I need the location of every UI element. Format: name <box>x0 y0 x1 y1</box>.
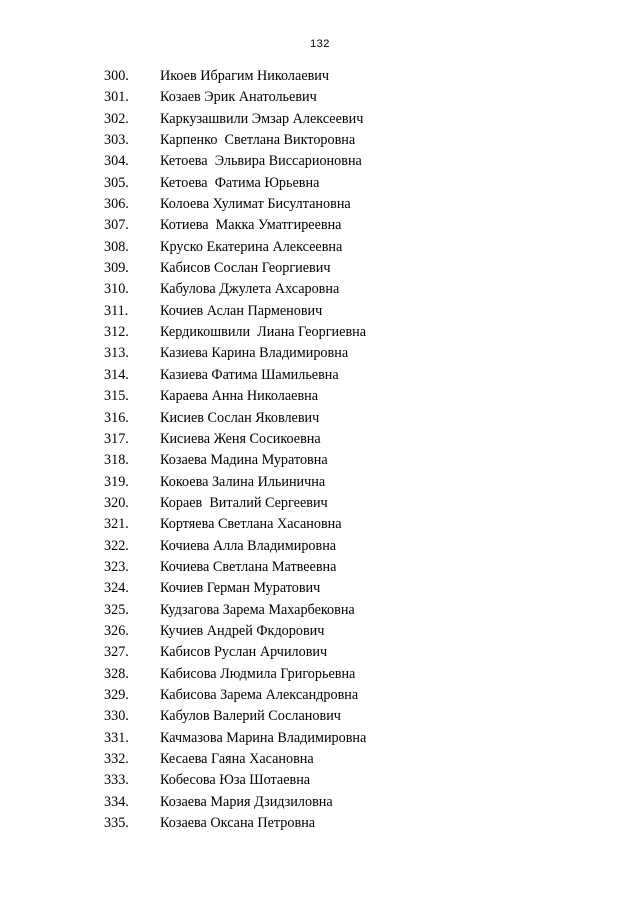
entry-name: Кочиева Алла Владимировна <box>160 537 337 554</box>
list-item <box>0 706 640 727</box>
list-item <box>0 472 640 493</box>
entry-number: 328. <box>104 665 129 682</box>
entry-number: 306. <box>104 196 129 213</box>
entry-name: Кердикошвили Лиана Георгиевна <box>160 324 367 341</box>
list-item <box>0 87 640 108</box>
entry-name: Кочиева Светлана Матвеевна <box>160 558 337 575</box>
list-item <box>0 728 640 749</box>
entry-name: Кесаева Гаяна Хасановна <box>160 751 314 767</box>
list-item <box>0 642 640 663</box>
entry-name: Котиева Макка Уматгиреевна <box>160 217 342 234</box>
entry-number: 312. <box>104 324 129 341</box>
entry-number: 321. <box>104 516 129 533</box>
entry-number: 334. <box>104 793 129 810</box>
entry-name: Каркузашвили Эмзар Алексеевич <box>160 110 364 127</box>
list-item <box>0 770 640 791</box>
list-item <box>0 194 640 215</box>
entry-name: Кабисов Руслан Арчилович <box>160 644 328 661</box>
entry-name: Икоев Ибрагим Николаевич <box>160 68 330 84</box>
list-item <box>0 514 640 535</box>
entry-number: 303. <box>104 132 129 149</box>
list-item <box>0 664 640 685</box>
entry-name: Козаева Оксана Петровна <box>160 815 316 832</box>
list-item <box>0 578 640 599</box>
entry-number: 335. <box>104 815 129 832</box>
entry-name: Кобесова Юза Шотаевна <box>160 772 311 789</box>
entry-name: Кетоева Фатима Юрьевна <box>160 174 320 191</box>
list-item <box>0 258 640 279</box>
entry-number: 332. <box>104 751 129 767</box>
entry-number: 310. <box>104 281 129 298</box>
list-item <box>0 151 640 172</box>
list-item <box>0 536 640 557</box>
list-item <box>0 301 640 322</box>
list-item <box>0 66 640 87</box>
entry-number: 304. <box>104 153 129 170</box>
entry-name: Кисиев Сослан Яковлевич <box>160 409 320 426</box>
entry-name: Кабулов Валерий Сосланович <box>160 708 341 725</box>
entry-name: Козаев Эрик Анатольевич <box>160 89 317 106</box>
entry-name: Козаева Мадина Муратовна <box>160 452 328 469</box>
list-item <box>0 792 640 813</box>
list-item <box>0 343 640 364</box>
entry-number: 333. <box>104 772 129 789</box>
list-item <box>0 237 640 258</box>
entry-name: Кораев Виталий Сергеевич <box>160 494 328 511</box>
list-item <box>0 130 640 151</box>
list-item <box>0 493 640 514</box>
list-item <box>0 685 640 706</box>
entry-number: 308. <box>104 238 129 255</box>
entry-number: 316. <box>104 409 129 426</box>
entry-name: Кортяева Светлана Хасановна <box>160 516 342 533</box>
entry-number: 330. <box>104 708 129 725</box>
entry-number: 326. <box>104 622 129 639</box>
entry-number: 300. <box>104 68 129 84</box>
entry-number: 327. <box>104 644 129 661</box>
entry-number: 325. <box>104 601 129 618</box>
entry-name: Кучиев Андрей Фкдорович <box>160 622 325 639</box>
entry-number: 318. <box>104 452 129 469</box>
entry-name: Козаева Мария Дзидзиловна <box>160 793 333 810</box>
entry-number: 309. <box>104 260 129 277</box>
entry-name: Кабисова Зарема Александровна <box>160 686 359 703</box>
entry-number: 313. <box>104 345 129 362</box>
list-item <box>0 429 640 450</box>
entry-number: 322. <box>104 537 129 554</box>
entry-name: Колоева Хулимат Бисултановна <box>160 196 351 213</box>
entry-number: 314. <box>104 366 129 383</box>
entry-name: Казиева Фатима Шамильевна <box>160 366 339 383</box>
entry-number: 307. <box>104 217 129 234</box>
entry-number: 301. <box>104 89 129 106</box>
list-item <box>0 600 640 621</box>
entry-number: 324. <box>104 580 129 597</box>
list-item <box>0 109 640 130</box>
entry-number: 329. <box>104 686 129 703</box>
list-item <box>0 557 640 578</box>
entry-name: Кабисов Сослан Георгиевич <box>160 260 331 277</box>
list-item <box>0 749 640 770</box>
entry-name: Кабисова Людмила Григорьевна <box>160 665 356 682</box>
name-list <box>0 66 640 834</box>
entry-number: 311. <box>104 302 129 319</box>
list-item <box>0 813 640 834</box>
entry-number: 331. <box>104 729 129 746</box>
page-number: 132 <box>310 38 330 50</box>
entry-name: Карпенко Светлана Викторовна <box>160 132 356 149</box>
entry-number: 302. <box>104 110 129 127</box>
entry-name: Круско Екатерина Алексеевна <box>160 238 343 255</box>
list-item <box>0 408 640 429</box>
entry-number: 320. <box>104 494 129 511</box>
entry-number: 317. <box>104 430 129 447</box>
entry-name: Караева Анна Николаевна <box>160 388 319 405</box>
entry-name: Казиева Карина Владимировна <box>160 345 349 362</box>
entry-name: Кудзагова Зарема Махарбековна <box>160 601 355 618</box>
list-item <box>0 386 640 407</box>
entry-name: Кочиев Герман Муратович <box>160 580 321 597</box>
entry-name: Кисиева Женя Сосикоевна <box>160 430 321 447</box>
list-item <box>0 365 640 386</box>
list-item <box>0 279 640 300</box>
entry-number: 305. <box>104 174 129 191</box>
list-item <box>0 450 640 471</box>
entry-name: Кочиев Аслан Парменович <box>160 302 323 319</box>
list-item <box>0 215 640 236</box>
entry-name: Кетоева Эльвира Виссарионовна <box>160 153 362 170</box>
entry-number: 319. <box>104 473 129 490</box>
list-item <box>0 173 640 194</box>
list-item <box>0 322 640 343</box>
list-item <box>0 621 640 642</box>
entry-number: 323. <box>104 558 129 575</box>
entry-name: Качмазова Марина Владимировна <box>160 729 367 746</box>
entry-name: Кокоева Залина Ильинична <box>160 473 326 490</box>
entry-name: Кабулова Джулета Ахсаровна <box>160 281 340 298</box>
entry-number: 315. <box>104 388 129 405</box>
